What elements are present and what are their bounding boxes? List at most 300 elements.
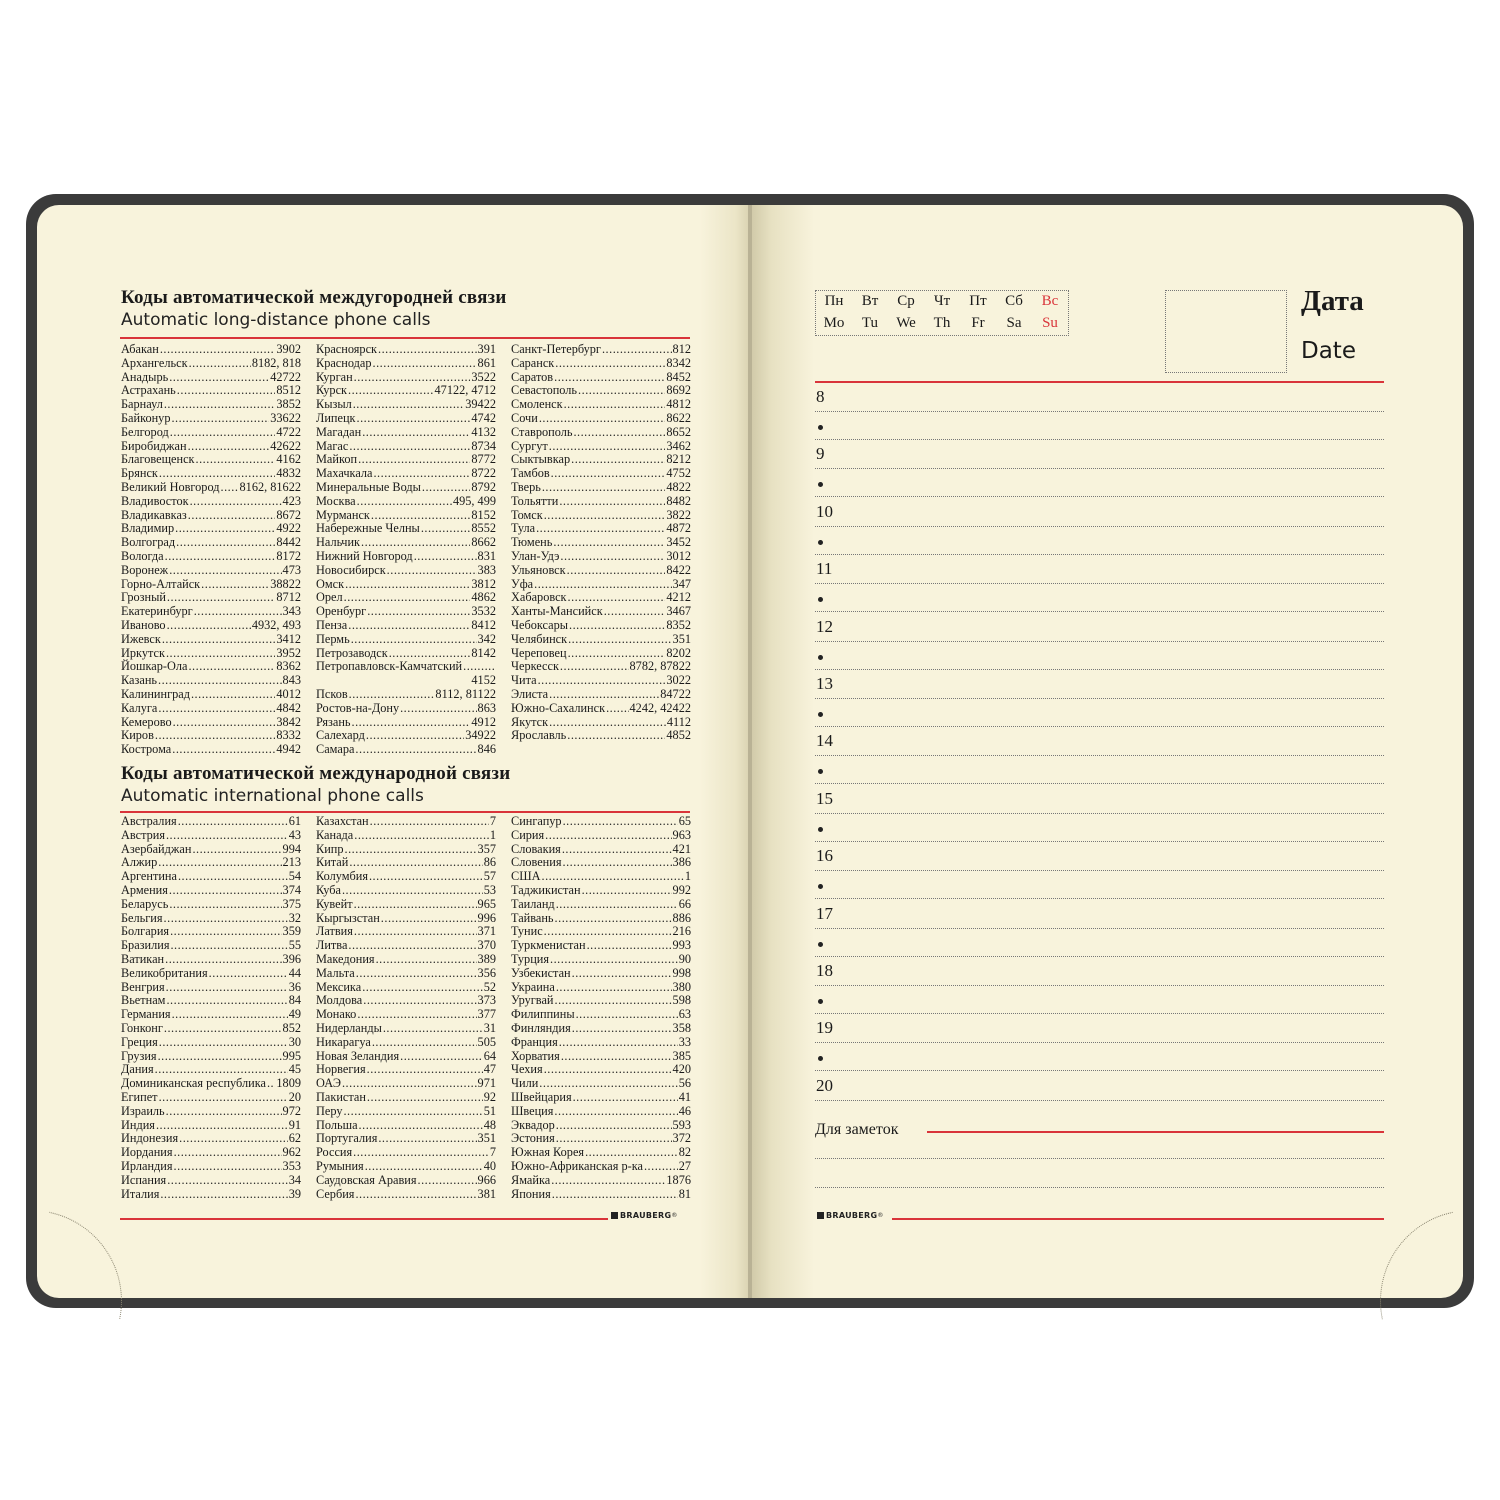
section2-column-2 <box>316 815 496 1201</box>
section1-title-ru: Коды автоматической междугородней связи <box>121 287 507 308</box>
dot-leader <box>576 1008 678 1022</box>
code-place-name: Ярославль <box>511 728 567 743</box>
code-entry <box>511 716 691 730</box>
code-number: 8512 <box>276 383 301 398</box>
code-place-name: Казань <box>121 673 158 688</box>
code-number: 31 <box>483 1020 496 1035</box>
brand-logo-right <box>817 1211 884 1220</box>
dot-leader <box>561 1050 672 1064</box>
hour-label: 15 <box>816 788 833 808</box>
hour-line[interactable] <box>815 928 1384 929</box>
code-number: 57 <box>483 869 496 884</box>
code-entry <box>511 939 691 953</box>
hour-line[interactable] <box>815 870 1384 871</box>
notes-label: Для заметок <box>815 1121 899 1138</box>
code-place-name: Филиппины <box>511 1007 575 1022</box>
dot-leader <box>549 440 666 454</box>
dot-leader <box>389 647 471 661</box>
dot-leader <box>155 729 276 743</box>
code-entry <box>511 1132 691 1146</box>
code-place-name: Япония <box>511 1186 551 1201</box>
code-entry <box>511 467 691 481</box>
page-gutter <box>748 205 752 1298</box>
dot-leader <box>544 1063 672 1077</box>
code-entry <box>121 688 301 702</box>
code-entry <box>316 384 496 398</box>
code-number: 4112 <box>666 714 691 729</box>
dot-leader <box>170 939 287 953</box>
half-hour-line[interactable] <box>815 956 1384 957</box>
code-entry <box>316 509 496 523</box>
code-place-name: Уфа <box>511 576 534 591</box>
dot-leader <box>549 688 659 702</box>
half-hour-line[interactable] <box>815 898 1384 899</box>
code-place-name: Краснодар <box>316 355 372 370</box>
code-entry <box>316 564 496 578</box>
code-place-name: Никарагуа <box>316 1034 371 1049</box>
brand-mark-icon <box>611 1212 618 1219</box>
code-entry <box>121 912 301 926</box>
code-entry <box>316 716 496 730</box>
code-number: 8772 <box>471 452 496 467</box>
dot-leader <box>201 578 269 592</box>
code-number: 343 <box>282 604 301 619</box>
code-place-name: Германия <box>121 1007 171 1022</box>
dot-leader <box>549 716 666 730</box>
half-hour-line[interactable] <box>815 1070 1384 1071</box>
code-place-name: Элиста <box>511 686 549 701</box>
code-place-name: Майкоп <box>316 452 358 467</box>
dot-leader <box>567 729 665 743</box>
half-hour-line[interactable] <box>815 841 1384 842</box>
dot-leader <box>373 357 477 371</box>
code-number: 371 <box>477 924 496 939</box>
half-hour-line[interactable] <box>815 1013 1384 1014</box>
dot-leader <box>400 702 476 716</box>
code-entry <box>316 1063 496 1077</box>
code-number: 421 <box>672 841 691 856</box>
code-number: 473 <box>282 562 301 577</box>
code-entry <box>511 674 691 688</box>
code-place-name: Россия <box>316 1145 353 1160</box>
code-entry <box>121 605 301 619</box>
code-place-name: Иордания <box>121 1145 173 1160</box>
code-entry <box>511 815 691 829</box>
code-entry <box>121 1063 301 1077</box>
code-number: 8692 <box>666 383 691 398</box>
code-entry <box>511 453 691 467</box>
code-entry <box>121 898 301 912</box>
code-number: 812 <box>672 342 691 356</box>
code-place-name: Рязань <box>316 714 351 729</box>
code-entry <box>121 1077 301 1091</box>
half-hour-line[interactable] <box>815 726 1384 727</box>
code-entry <box>316 870 496 884</box>
code-number: 56 <box>678 1076 691 1091</box>
code-place-name: Нидерланды <box>316 1020 382 1035</box>
code-number: 86 <box>483 855 496 870</box>
code-entry <box>511 578 691 592</box>
dot-leader <box>418 1174 477 1188</box>
code-number: 353 <box>282 1158 301 1173</box>
weekday-ru: Пт <box>969 293 987 309</box>
code-number: 66 <box>678 896 691 911</box>
code-place-name: Латвия <box>316 924 353 939</box>
code-entry <box>316 843 496 857</box>
code-place-name: Саудовская Аравия <box>316 1172 417 1187</box>
code-place-name: Иркутск <box>121 645 165 660</box>
dot-leader <box>354 829 489 843</box>
code-place-name: Кемерово <box>121 714 172 729</box>
code-number: 4842 <box>276 700 301 715</box>
code-entry <box>511 1146 691 1160</box>
dot-leader <box>353 398 465 412</box>
code-place-name: Архангельск <box>121 355 188 370</box>
dot-leader <box>572 1022 672 1036</box>
code-number: 84 <box>288 993 301 1008</box>
code-place-name: Вологда <box>121 548 164 563</box>
code-number: 3852 <box>276 397 301 412</box>
right-footer-red-rule <box>892 1218 1384 1220</box>
code-place-name: Тунис <box>511 924 543 939</box>
code-place-name: Новая Зеландия <box>316 1048 400 1063</box>
code-entry <box>316 1077 496 1091</box>
code-number: 358 <box>672 1020 691 1035</box>
hour-line[interactable] <box>815 755 1384 756</box>
code-number: 375 <box>282 896 301 911</box>
code-entry <box>511 1022 691 1036</box>
dot-leader <box>166 994 287 1008</box>
half-hour-line[interactable] <box>815 783 1384 784</box>
code-number: 3012 <box>666 548 691 563</box>
dot-leader <box>348 384 434 398</box>
code-entry <box>121 426 301 440</box>
dot-leader <box>544 509 666 523</box>
code-place-name: Турция <box>511 951 550 966</box>
dot-leader <box>378 1132 476 1146</box>
dot-leader <box>192 843 281 857</box>
code-number: 4932, 493 <box>251 617 301 632</box>
weekday-ru: Чт <box>933 293 951 309</box>
dot-leader <box>644 1160 678 1174</box>
code-place-name: Испания <box>121 1172 167 1187</box>
half-hour-line[interactable] <box>815 554 1384 555</box>
code-place-name: Нальчик <box>316 535 360 550</box>
code-entry <box>316 981 496 995</box>
half-hour-bullet-icon <box>818 999 823 1004</box>
code-place-name: Петропавловск-Камчатский <box>316 659 463 674</box>
dot-leader <box>172 743 275 757</box>
dot-leader <box>166 1105 282 1119</box>
dot-leader <box>421 522 471 536</box>
hour-line[interactable] <box>815 583 1384 584</box>
code-number: 27 <box>678 1158 691 1173</box>
code-place-name: Таиланд <box>511 896 555 911</box>
notes-line[interactable] <box>815 1158 1384 1159</box>
code-place-name: Биробиджан <box>121 438 187 453</box>
code-number: 8112, 81122 <box>435 686 496 701</box>
code-entry <box>316 1105 496 1119</box>
code-place-name: Монако <box>316 1007 357 1022</box>
code-number: 82 <box>678 1145 691 1160</box>
dot-leader <box>559 495 665 509</box>
half-hour-line[interactable] <box>815 496 1384 497</box>
code-place-name: Саратов <box>511 369 554 384</box>
code-place-name: Байконур <box>121 410 171 425</box>
code-entry <box>121 674 301 688</box>
code-place-name: Италия <box>121 1186 160 1201</box>
code-entry <box>121 481 301 495</box>
half-hour-line[interactable] <box>815 611 1384 612</box>
code-entry <box>511 1077 691 1091</box>
dot-leader <box>179 1132 288 1146</box>
dot-leader <box>190 495 282 509</box>
code-place-name: Санкт-Петербург <box>511 342 601 356</box>
code-number: 62 <box>288 1131 301 1146</box>
dot-leader <box>158 1050 282 1064</box>
notes-line[interactable] <box>815 1187 1384 1188</box>
hour-label: 19 <box>816 1018 833 1038</box>
code-place-name: Южно-Африканская р-ка <box>511 1158 643 1173</box>
code-number: 391 <box>477 342 496 356</box>
code-place-name: Сингапур <box>511 814 562 828</box>
code-number: 8172 <box>276 548 301 563</box>
hour-line[interactable] <box>815 985 1384 986</box>
code-entry <box>121 1091 301 1105</box>
code-entry <box>316 1160 496 1174</box>
dot-leader <box>552 1188 678 1202</box>
hour-line[interactable] <box>815 526 1384 527</box>
hour-line[interactable] <box>815 641 1384 642</box>
dot-leader <box>356 967 477 981</box>
code-place-name: Швейцария <box>511 1089 572 1104</box>
code-entry <box>316 1036 496 1050</box>
code-place-name: Томск <box>511 507 543 522</box>
code-entry <box>316 550 496 564</box>
dot-leader <box>342 884 483 898</box>
code-place-name: Ханты-Мансийск <box>511 604 603 619</box>
code-entry <box>511 729 691 743</box>
code-place-name: Улан-Удэ <box>511 548 560 563</box>
code-number: 40 <box>483 1158 496 1173</box>
code-entry <box>121 843 301 857</box>
code-place-name: Венгрия <box>121 979 165 994</box>
code-place-name: Хорватия <box>511 1048 560 1063</box>
code-entry <box>511 495 691 509</box>
code-entry <box>316 481 496 495</box>
code-place-name: Магас <box>316 438 349 453</box>
code-place-name: Канада <box>316 827 354 842</box>
code-entry <box>316 1146 496 1160</box>
code-entry <box>121 1160 301 1174</box>
code-entry <box>121 495 301 509</box>
dot-leader <box>169 898 281 912</box>
dot-leader <box>158 702 275 716</box>
code-entry <box>316 729 496 743</box>
code-entry <box>511 856 691 870</box>
code-entry <box>316 1050 496 1064</box>
code-place-name: Ульяновск <box>511 562 566 577</box>
code-number: 8452 <box>666 369 691 384</box>
code-place-name: Южно-Сахалинск <box>511 700 606 715</box>
code-number: 51 <box>483 1103 496 1118</box>
code-entry <box>511 884 691 898</box>
dot-leader <box>568 591 666 605</box>
hour-label: 12 <box>816 616 833 636</box>
code-place-name: Кострома <box>121 742 172 757</box>
code-place-name: Великобритания <box>121 965 208 980</box>
dot-leader <box>542 481 666 495</box>
dot-leader <box>560 660 629 674</box>
code-entry <box>316 619 496 633</box>
date-entry-box[interactable] <box>1165 290 1287 373</box>
dot-leader <box>602 343 672 357</box>
dot-leader <box>158 674 282 688</box>
half-hour-line[interactable] <box>815 439 1384 440</box>
hour-label: 18 <box>816 961 833 980</box>
dot-leader <box>539 412 666 426</box>
dot-leader <box>169 884 282 898</box>
dot-leader <box>169 564 281 578</box>
code-place-name: Эквадор <box>511 1117 555 1132</box>
code-number: 3522 <box>471 369 496 384</box>
dot-leader <box>345 578 470 592</box>
code-entry <box>316 688 496 702</box>
hour-line[interactable] <box>815 698 1384 699</box>
dot-leader <box>400 1050 483 1064</box>
half-hour-line[interactable] <box>815 669 1384 670</box>
dot-leader <box>367 605 470 619</box>
code-place-name: Йошкар-Ола <box>121 659 188 674</box>
code-number: 42622 <box>270 438 301 453</box>
code-place-name: Чехия <box>511 1062 543 1077</box>
code-number: 3902 <box>276 342 301 356</box>
code-place-name: Таджикистан <box>511 882 581 897</box>
hour-line[interactable] <box>815 468 1384 469</box>
code-number: 372 <box>672 1131 691 1146</box>
dot-leader <box>463 660 495 674</box>
code-number: 852 <box>282 1020 301 1035</box>
dot-leader <box>571 453 665 467</box>
dot-leader <box>369 870 483 884</box>
code-place-name: Саранск <box>511 355 555 370</box>
code-place-name: Анадырь <box>121 369 169 384</box>
dot-leader <box>164 398 276 412</box>
code-entry <box>121 870 301 884</box>
dot-leader <box>169 371 269 385</box>
code-number: 8712 <box>276 590 301 605</box>
hour-line[interactable] <box>815 411 1384 412</box>
code-number: 383 <box>477 562 496 577</box>
code-place-name: Кыргызстан <box>316 910 380 925</box>
code-number: 3467 <box>666 604 691 619</box>
dot-leader <box>573 1091 678 1105</box>
registered-icon: ® <box>877 1212 884 1219</box>
weekday-en: Su <box>1042 315 1058 331</box>
half-hour-bullet-icon <box>818 712 823 717</box>
code-number: 863 <box>477 700 496 715</box>
code-entry <box>511 1091 691 1105</box>
dot-leader <box>387 564 477 578</box>
code-number: 8212 <box>666 452 691 467</box>
code-number: 8142 <box>471 645 496 660</box>
dot-leader <box>349 856 482 870</box>
hour-line[interactable] <box>815 1100 1384 1101</box>
code-place-name: Минеральные Воды <box>316 479 421 494</box>
dot-leader <box>188 440 270 454</box>
hour-line[interactable] <box>815 813 1384 814</box>
code-place-name: Молдова <box>316 993 363 1008</box>
hour-line[interactable] <box>815 1042 1384 1043</box>
code-entry <box>121 550 301 564</box>
code-entry <box>511 633 691 647</box>
code-place-name: Вьетнам <box>121 993 166 1008</box>
code-number: 8622 <box>666 410 691 425</box>
code-entry <box>511 440 691 454</box>
code-place-name: Волгоград <box>121 535 176 550</box>
code-number: 1876 <box>666 1172 691 1187</box>
code-entry <box>121 343 301 357</box>
code-entry <box>511 357 691 371</box>
code-number: 505 <box>477 1034 496 1049</box>
code-entry <box>316 1119 496 1133</box>
code-number: 38822 <box>270 576 301 591</box>
dot-leader <box>545 829 671 843</box>
code-place-name: Хабаровск <box>511 590 567 605</box>
code-entry <box>121 729 301 743</box>
code-entry <box>121 660 301 674</box>
code-place-name: Чебоксары <box>511 617 568 632</box>
code-place-name: Якутск <box>511 714 549 729</box>
code-entry <box>511 426 691 440</box>
code-place-name: Барнаул <box>121 397 163 412</box>
code-entry <box>121 981 301 995</box>
code-number: 8422 <box>666 562 691 577</box>
section1-column-2 <box>316 343 496 757</box>
dot-leader <box>564 398 666 412</box>
code-number: 3812 <box>471 576 496 591</box>
code-number: 33 <box>678 1034 691 1049</box>
dot-leader <box>363 994 476 1008</box>
code-number: 8792 <box>471 479 496 494</box>
code-number: 8342 <box>666 355 691 370</box>
code-place-name: Оренбург <box>316 604 367 619</box>
code-entry <box>511 605 691 619</box>
code-entry <box>316 398 496 412</box>
code-number: 4752 <box>666 466 691 481</box>
code-number: 996 <box>477 910 496 925</box>
code-entry <box>316 412 496 426</box>
code-entry <box>511 371 691 385</box>
dot-leader <box>172 1008 288 1022</box>
code-entry <box>511 1036 691 1050</box>
code-entry <box>316 343 496 357</box>
dot-leader <box>534 578 671 592</box>
dot-leader <box>164 1022 282 1036</box>
code-entry <box>121 953 301 967</box>
code-place-name: Израиль <box>121 1103 165 1118</box>
code-entry <box>511 912 691 926</box>
dot-leader <box>554 1105 677 1119</box>
code-place-name: Кипр <box>316 841 344 856</box>
dot-leader <box>267 1077 275 1091</box>
code-number: 8412 <box>471 617 496 632</box>
code-entry <box>511 898 691 912</box>
code-number: 342 <box>477 631 496 646</box>
dot-leader <box>167 591 275 605</box>
code-entry <box>511 967 691 981</box>
section2-title-en: Automatic international phone calls <box>121 786 424 806</box>
